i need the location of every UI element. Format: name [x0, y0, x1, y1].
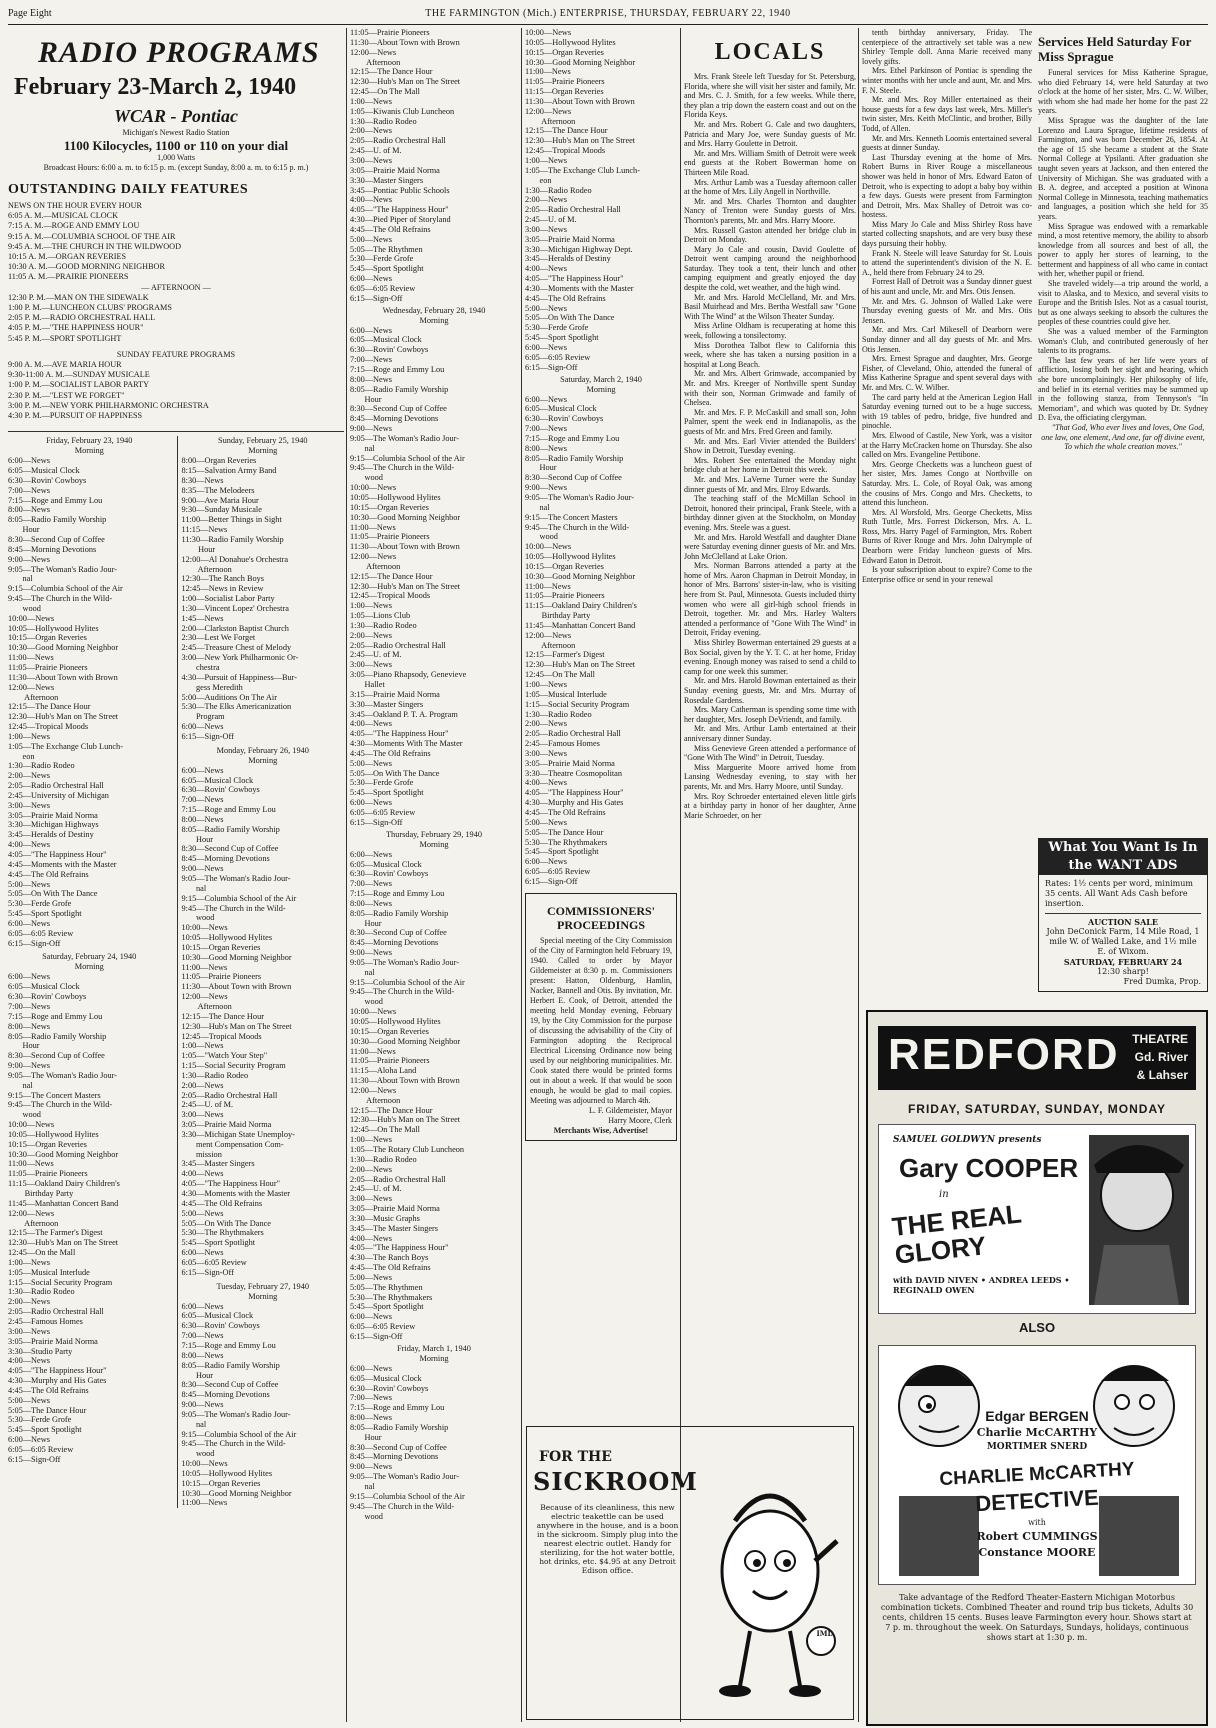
feature-item: 4:05 P. M.—"THE HAPPINESS HOUR" — [8, 323, 144, 333]
morning-label: Morning — [586, 384, 616, 394]
day-heading: Saturday, February 24, 1940 — [42, 952, 137, 962]
movie2-star2: Charlie McCARTHY — [976, 1426, 1098, 1439]
local-item: Mr. and Mrs. William Smith of Detroit were week end guests at the Robert Bowerman home on Thirteen Mile Road. — [684, 148, 856, 177]
locals-continued-column — [862, 28, 1032, 1002]
edison-badge: IMD — [816, 1629, 834, 1638]
masthead — [8, 4, 1208, 25]
local-item: Mr. and Mrs. Charles Thornton and daughter Nancy of Trenton were Sunday guests of Mrs. Thornton's parents, Mr. and Mrs. Harry Moore. — [684, 196, 856, 225]
column-rule — [346, 28, 347, 1722]
mayor-signature: L. F. Gildemeister, Mayor — [588, 1105, 672, 1115]
also-label: ALSO — [1018, 1320, 1056, 1335]
local-item: Mr. and Mrs. Albert Grimwade, accompanied by Mr. and Mrs. Kreeger of Northville spent Sunday with their son, Norman Grimwade and family of Chelsea. — [684, 369, 856, 408]
movie2-with: with — [1028, 1518, 1046, 1527]
theatre-word: THEATRE — [1132, 1032, 1188, 1046]
morning-label: Morning — [248, 755, 278, 765]
local-item: Mr. and Mrs. Harold McClelland, Mr. and Mrs. Basil Muirhead and Mrs. Bertha Westfall saw "Gone With The Wind" at the Wilson Theater Sunday. — [684, 292, 856, 321]
want-ads-rates: Rates: 1½ cents per word, minimum 35 cents. All Want Ads Cash before insertion. — [1045, 879, 1193, 908]
local-item: Forrest Hall of Detroit was a Sunday dinner guest of his aunt and uncle, Mr. and Mrs. Otis Jensen. — [862, 277, 1032, 297]
local-item: Mr. and Mrs. Kenneth Loomis entertained several guests at dinner Sunday. — [862, 133, 1032, 153]
local-item: The teaching staff of the McMillan School in Detroit, honored their principal, Frank Steele, with a birthday dinner given at the Stockholm, on Monday evening. Mrs. Steele was a guest. — [684, 494, 856, 532]
day-listing: 6:00—News 6:05—Musical Clock 6:30—Rovin' Cowboys 7:00—News 7:15—Roge and Emmy Lou 8:00—News 8:05—Radio Family Worship Hour 8:30—Second Cup of Coffee 9:00—News 9:05—The Woman's Radio Jour- nal 9:15—The Concert Masters 9:45—The Church in the Wild- wood 10:00—News 10:05—Hollywood Hylites 10:15—Organ Reveries 10:30—Good Morning Neighbor 11:00—News 11:05—Prairie Pioneers 11:15—Oakland Dairy Children's Birthday Party 11:45—Manhattan Concert Band 12:00—News Afternoon 12:15—Farmer's Digest 12:30—Hub's Man on The Street 12:45—On The Mall 1:00—News 1:05—Musical Interlude 1:15—Social Security Program 1:30—Radio Rodeo 2:00—News 2:05—Radio Orchestral Hall 2:45—Famous Homes 3:00—News 3:05—Prairie Maid Norma 3:30—Theatre Cosmopolitan 4:00—News 4:05—"The Happiness Hour" 4:30—Murphy and His Gates 4:45—The Old Refrains 5:00—News 5:05—The Dance Hour 5:30—The Rhythmakers 5:45—Sport Spotlight 6:00—News 6:05—6:05 Review 6:15—Sign-Off — [525, 394, 637, 886]
movie2-cast1: Robert CUMMINGS — [976, 1530, 1098, 1543]
services-headline: Services Held Saturday For Miss Sprague — [1038, 34, 1192, 64]
want-ads-box — [1038, 838, 1208, 992]
sunday-feature-item: 1:00 P. M.—SOCIALIST LABOR PARTY — [8, 380, 149, 390]
day-listing: 6:00—News 6:05—Musical Clock 6:30—Rovin' Cowboys 7:00—News 7:15—Roge and Emmy Lou 8:00—News 8:05—Radio Family Worship Hour 8:30—Second Cup of Coffee 8:45—Morning Devotions 9:00—News 9:05—The Woman's Radio Jour- nal 9:15—Columbia School of the Air 9:45—The Church in the Wild- wood 10:00—News 10:05—Hollywood Hylites 10:15—Organ Reveries 10:30—Good Morning Neighbor 11:00—News 11:05—Prairie Pioneers 11:15—Aloha Land 11:30—About Town with Brown 12:00—News Afternoon 12:15—The Dance Hour 12:30—Hub's Man on The Street 12:45—On The Mall 1:00—News 1:05—The Rotary Club Luncheon 1:30—Radio Rodeo 2:00—News 2:05—Radio Orchestral Hall 2:45—U. of M. 3:00—News 3:05—Prairie Maid Norma 3:30—Music Graphs 3:45—The Master Singers 4:00—News 4:05—"The Happiness Hour" 4:30—The Ranch Boys 4:45—The Old Refrains 5:00—News 5:05—The Rhythmen 5:30—The Rhythmakers 5:45—Sport Spotlight 6:00—News 6:05—6:05 Review 6:15—Sign-Off — [350, 849, 465, 1341]
day-heading: Friday, March 1, 1940 — [397, 1343, 471, 1353]
local-item: Mr. and Mrs. G. Johnson of Walled Lake were Thursday evening guests of Mr. and Mrs. Otis Jensen. — [862, 296, 1032, 325]
sunday-feature-item: 3:00 P. M.—NEW YORK PHILHARMONIC ORCHESTRA — [8, 400, 209, 410]
local-item: Mary Jo Cale and cousin, David Goulette of Detroit went camping around the neighborhood Saturday. They took a tent, their lunch and other camping equipment and greatly enjoyed the day despite the cold, wet weather, and the high wind. — [684, 244, 856, 293]
local-item: Mrs. Mary Catherman is spending some time with her daughter, Mrs. Joseph DeVriendt, and family. — [684, 705, 856, 724]
feature-item: 5:45 P. M.—SPORT SPOTLIGHT — [8, 333, 122, 343]
local-item: Miss Genevieve Green attended a performance of "Gone With The Wind" in Detroit, Tuesday. — [684, 743, 856, 763]
local-item: Mrs. Norman Barrons attended a party at the home of Mrs. Aaron Chapman in Detroit Monday, in honor of Mrs. Barrons' sister-in-law, who is visiting here from St. Paul, Minnesota. Guests included thirty women who were all girl-high school friends in Detroit, together. Mr. and Mrs. Harley Walters attended a performance of "Gone With The Wind" in Detroit, Friday evening. — [684, 561, 856, 638]
schedule-columns — [8, 431, 344, 1508]
local-item: tenth birthday anniversary, Friday. The centerpiece of the attractively set table was a new Shirley Temple doll. Anna Marie received many lovely gifts. — [862, 28, 1032, 66]
sunday-feature-item: 9:30-11:00 A. M.—SUNDAY MUSICALE — [8, 370, 150, 380]
feature-item: 6:05 A. M.—MUSICAL CLOCK — [8, 211, 119, 221]
auction-date: SATURDAY, FEBRUARY 24 — [1063, 957, 1183, 967]
auction-location: John DeConick Farm, 14 Mile Road, 1 mile W. of Walled Lake, and 1½ mile E. of Wixom. — [1046, 927, 1200, 956]
day-listing: 8:00—Organ Reveries 8:15—Salvation Army Band 8:30—News 8:35—The Melodeers 9:00—Ave Maria Hour 9:30—Sunday Musicale 11:00—Better Things in Sight 11:15—News 11:30—Radio Family Worship Hour 12:00—Al Donahue's Orchestra Afternoon 12:30—The Ranch Boys 12:45—News in Review 1:00—Socialist Labor Party 1:30—Vincent Lopez' Orchestra 1:45—News 2:00—Clarkston Baptist Church 2:30—Lest We Forget 2:45—Treasure Chest of Melody 3:00—New York Philharmonic Or- chestra 4:30—Pursuit of Happiness—Bur- gess Meredith 5:00—Auditions On The Air 5:30—The Elks Americanization Program 6:00—News 6:15—Sign-Off — [181, 456, 299, 741]
sunday-feature-item: 4:30 P. M.—PURSUIT OF HAPPINESS — [8, 411, 143, 421]
movie2-title2: DETECTIVE — [974, 1484, 1100, 1517]
theatre-location — [1132, 1030, 1188, 1084]
feature-item: 9:45 A. M.—THE CHURCH IN THE WILDWOOD — [8, 241, 181, 251]
features-list — [8, 201, 344, 344]
station-name: WCAR - Pontiac — [113, 106, 238, 126]
day-listing: 6:00—News 6:05—Musical Clock 6:30—Rovin' Cowboys 7:00—News 7:15—Roge and Emmy Lou 8:00—News 8:05—Radio Family Worship Hour 8:30—Second Cup of Coffee 8:45—Morning Devotions 9:00—News 9:05—The Woman's Radio Jour- nal 9:15—Columbia School of the Air 9:45—The Church in the Wild- wood 10:00—News 10:05—Hollywood Hylites 10:15—Organ Reveries 10:30—Good Morning Neighbor 11:00—News 11:05—Prairie Pioneers 11:30—About Town with Brown 12:00—News Afternoon 12:15—The Dance Hour 12:30—Hub's Man on The Street 12:45—Tropical Moods 1:00—News 1:05—Lions Club 1:30—Radio Rodeo 2:00—News 2:05—Radio Orchestral Hall 2:45—U. of M. 3:00—News 3:05—Piano Rhapsody, Genevieve Hallet 3:15—Prairie Maid Norma 3:30—Master Singers 3:45—Oakland P. T. A. Program 4:00—News 4:05—"The Happiness Hour" 4:30—Moments With The Master 4:45—The Old Refrains 5:00—News 5:05—On With The Dance 5:30—Ferde Grofe 5:45—Sport Spotlight 6:00—News 6:05—6:05 Review 6:15—Sign-Off — [350, 325, 467, 827]
radio-dates: February 23-March 2, 1940 — [14, 74, 297, 100]
local-item: Miss Arline Oldham is recuperating at home this week, following a tonsilectomy. — [684, 321, 856, 341]
local-item: Mrs. Roy Schroeder entertained eleven little girls at a birthday party in honor of her daughter, Anne Marie Schroeder, on her — [684, 791, 856, 820]
local-item: Mrs. Al Worsfold, Mrs. George Checketts, Miss Ruth Tuttle, Mrs. Forrest Dickerson, Mrs. A. L. Ross, Mrs. Harry Pagel of Farmington, Mrs. Robert Burns of River Rouge and Mrs. John Dalrymple of Dearborn were Friday luncheon guests of Mrs. Edward Eaton in Detroit. — [862, 507, 1032, 565]
commissioners-body: Special meeting of the City Commission of the City of Farmington held February 19, 1940. Called to order by Mayor Gildemeister at 8:30 p. m. Commissioners present: Hatton, Oldenburg, Hamlin, Nacker, Bannell and Otis. By invitation, Mr. Herbert E. Cook, of Detroit, attended the meeting held Monday evening, February 19, by the City Commission for the purpose of discussing the advisability of the City of Farmington adopting the Reciprocal Electrical Licensing Ordinance now being used by our neighboring municipalities. Mr. Cook stated there would be printed forms out in about a week. If that would be soon enough, he would be glad to mail copies. Meeting was adjourned to March 4th. — [530, 935, 672, 1105]
day-heading: Thursday, February 29, 1940 — [385, 829, 482, 839]
locals-logo: LOCALS — [714, 39, 826, 65]
theatre-name: REDFORD — [888, 1030, 1120, 1079]
movie2-star3: MORTIMER SNERD — [986, 1442, 1088, 1452]
local-item: Mr. and Mrs. Harold Westfall and daughter Diane were Saturday evening dinner guests of Mr. and Mrs. John McClelland at Lake Orion. — [684, 532, 856, 561]
local-item: Mrs. Ernest Sprague and daughter, Mrs. George Fisher, of Cleveland, Ohio, attended the funeral of Miss Katherine Sprague and spent several days with Mr. and Mrs. C. W. Wilber. — [862, 354, 1032, 392]
column-rule — [521, 28, 522, 1722]
local-item: Mr. and Mrs. Roy Miller entertained as their house guests for a few days last week, Mrs. Miller's twin sister, Mrs. Keith McClintic, and brother, Billy Todd, of Allen. — [862, 95, 1032, 133]
theatre-loc2: & Lahser — [1136, 1068, 1188, 1082]
broadcast-hours: Broadcast Hours: 6:00 a. m. to 6:15 p. m. (except Sunday, 8:00 a. m. to 6:15 p. m.) — [43, 163, 309, 172]
day-listing: 11:05—Prairie Pioneers 11:30—About Town with Brown 12:00—News Afternoon 12:15—The Dance Hour 12:30—Hub's Man on The Street 12:45—On The Mall 1:00—News 1:05—Kiwanis Club Luncheon 1:30—Radio Rodeo 2:00—News 2:05—Radio Orchestral Hall 2:45—U. of M. 3:00—News 3:05—Prairie Maid Norma 3:30—Master Singers 3:45—Pontiac Public Schools 4:00—News 4:05—"The Happiness Hour" 4:30—Pied Piper of Storyland 4:45—The Old Refrains 5:00—News 5:05—The Rhythmen 5:30—Ferde Grofe 5:45—Sport Spotlight 6:00—News 6:05—6:05 Review 6:15—Sign-Off — [350, 28, 461, 303]
feature-item: 1:00 P. M.—LUNCHEON CLUBS' PROGRAMS — [8, 303, 172, 313]
local-item: Mr. and Mrs. Harold Bowman entertained as their Sunday evening guests, Mr. and Mrs. Murray of Rosedale Gardens. — [684, 676, 856, 705]
subscription-note: Is your subscription about to expire? Come to the Enterprise office or send in your renewal — [862, 565, 1032, 584]
local-item: Mrs. Ethel Parkinson of Pontiac is spending the winter months with her uncle and aunt, Mr. and Mrs. F. N. Steele. — [862, 66, 1032, 95]
day-heading: Tuesday, February 27, 1940 — [216, 1281, 309, 1291]
station-frequency: 1100 Kilocycles, 1100 or 110 on your dial — [63, 138, 289, 153]
station-watts: 1,000 Watts — [157, 153, 195, 162]
theatre-loc1: Gd. River — [1134, 1050, 1188, 1064]
movie1-star: Gary COOPER — [899, 1153, 1079, 1183]
column-rule — [858, 28, 859, 1722]
show-days: FRIDAY, SATURDAY, SUNDAY, MONDAY — [907, 1102, 1167, 1116]
sunday-feature-item: 9:00 A. M.—AVE MARIA HOUR — [8, 360, 122, 370]
want-ads-banner: What You Want Is In the WANT ADS — [1039, 839, 1207, 875]
feature-item: 2:05 P. M.—RADIO ORCHESTRAL HALL — [8, 313, 156, 323]
clerk-signature: Harry Moore, Clerk — [608, 1115, 672, 1125]
local-item: The card party held at the American Legion Hall Saturday evening turned out to be a huge success, with 19 tables of pedro, bridge, five hundred and pinochle. — [862, 392, 1032, 431]
morning-label: Morning — [419, 839, 449, 849]
schedule-col-a — [8, 436, 171, 1508]
local-item: Mr. and Mrs. F. P. McCaskill and small son, John Palmer, spent the week end in Indianapolis, as the guests of Mr. and Mrs. Fred Green and family. — [684, 407, 856, 436]
day-heading: Saturday, March 2, 1940 — [560, 374, 642, 384]
morning-label: Morning — [419, 315, 449, 325]
sickroom-body: Because of its cleanliness, this new electric teakettle can be used anywhere in the house, and is a boon in the sickroom. Simply plug into the nearest electric outlet. Handy for sterilizing, for the hot water bottle, hot drinks, etc. $4.95 at any Detroit Edison office. — [536, 1503, 679, 1575]
services-paragraph: The last few years of her life were years of affliction, losing both her sight and hearing, which she bore uncomplainingly. Her philosophy of life, and belief in its eternal verities may be summed up in the following stanza, from Tennyson's "In Memoriam", and which was quoted by Dr. Sydney D. Eva, the officiating clergyman. — [1038, 355, 1208, 423]
services-paragraph: Miss Sprague was endowed with a remarkable mind, a most retentive memory, the ability to absorb knowledge from all sources and best of all, the power to apply her stores of learning, to the betterment and happiness of all who came in contact with her, whether pupil or friend. — [1038, 221, 1208, 279]
redford-footer: Take advantage of the Redford Theater-Eastern Michigan Motorbus combination tickets. Combined Theater and round trip bus tickets, Adults 30 cents, children 15 cents. Buses leave Farmington every hour. Shows start at 7 p. m. throughout the week. On Saturdays, Sundays, holidays, continuous shows start at 1:30 p. m. — [880, 1593, 1194, 1642]
redford-theatre-ad — [866, 1010, 1208, 1726]
local-item: Mrs. George Checketts was a luncheon guest of her sister, Mrs. James Congo at Northville on Saturday. Mrs. L. Cole, of Royal Oak, was among the cousins of Mrs. Congo and Mrs. Checketts, to attend this luncheon. — [862, 459, 1032, 508]
movie1-presenter: SAMUEL GOLDWYN presents — [893, 1135, 1042, 1145]
movie2-cast2: Constance MOORE — [978, 1546, 1096, 1559]
schedule-col-b — [177, 436, 345, 1508]
local-item: Mrs. Elwood of Castile, New York, was a visitor at the Harry McCracken home on Thursday. She also called on Mrs. Evangeline Pettibone. — [862, 430, 1032, 460]
local-item: Mr. and Mrs. Robert G. Cale and two daughters, Patricia and Mary Joe, were Sunday guests of Mr. and Mrs. Harry Goulette in Detroit. — [684, 119, 856, 149]
local-item: Mr. and Mrs. LaVerne Turner were the Sunday dinner guests of Mr. and Mrs. Elroy Edwards. — [684, 474, 856, 494]
services-paragraph: Funeral services for Miss Katherine Sprague, who died February 14, were held Saturday at two o'clock at the home of her sister, Mrs. C. W. Wilber, with whom she had made her home for the past 22 years. — [1038, 68, 1208, 116]
newspaper-title: THE FARMINGTON (Mich.) ENTERPRISE, THURSDAY, FEBRUARY 22, 1940 — [425, 8, 791, 19]
feature-item: 9:15 A. M.—COLUMBIA SCHOOL OF THE AIR — [8, 231, 176, 241]
locals-paragraphs — [684, 72, 856, 820]
services-paragraph: She traveled widely—a trip around the world, a visit to Alaska, and to Mexico, and several visits to Europe and the British Isles. Not as a casual tourist, but as one always seeking to absorb the cultures the peoples of these countries could give her. — [1038, 279, 1208, 327]
local-item: Mrs. Russell Gaston attended her bridge club in Detroit on Monday. — [684, 225, 856, 245]
local-item: Mr. and Mrs. Carl Mikesell of Dearborn were Sunday dinner and all day guests of Mr. and Mrs. Otis Jensen. — [862, 325, 1032, 354]
radio-title: RADIO PROGRAMS — [38, 36, 320, 69]
movie-real-glory — [878, 1124, 1196, 1314]
movie2-star1: Edgar BERGEN — [985, 1408, 1089, 1424]
morning-label: Morning — [419, 1353, 449, 1363]
services-paragraph: She was a valued member of the Farmington Woman's Club, and contributed generously of her talents to its programs. — [1038, 327, 1208, 356]
local-item: Miss Dorothea Talbot flew to California this week, where she has taken a nursing position in a hospital at Long Beach. — [684, 340, 856, 369]
movie2-title1: CHARLIE McCARTHY — [938, 1458, 1136, 1491]
local-item: Miss Shirley Bowerman entertained 29 guests at a Box Social, given by the Y. T. C. at her home, Friday evening. Enough money was raised to send a child to camp for one week this summer. — [684, 638, 856, 676]
sickroom-line2: SICKROOM — [533, 1467, 698, 1496]
commissioners-title: COMMISSIONERS' PROCEEDINGS — [546, 903, 656, 932]
page-number: Page Eight — [8, 8, 52, 19]
day-heading: Wednesday, February 28, 1940 — [382, 305, 486, 315]
movie-charlie-mccarthy — [878, 1345, 1196, 1585]
local-item: Mr. and Mrs. Earl Vivier attended the Builders' Show in Detroit, Tuesday evening. — [684, 436, 856, 456]
movie1-in: in — [939, 1189, 949, 1200]
feature-subhead: — AFTERNOON — — [141, 282, 211, 292]
teakettle-illustration — [695, 1441, 845, 1711]
feature-item: 10:15 A. M.—ORGAN REVERIES — [8, 252, 127, 262]
poem-stanza: "That God, Who ever lives and loves, One God, one law, one element, And one, far off divine event, To which the whole creation moves." — [1041, 422, 1205, 452]
feature-item: 7:15 A. M.—ROGE AND EMMY LOU — [8, 221, 140, 231]
feature-item: 12:30 P. M.—MAN ON THE SIDEWALK — [8, 292, 149, 302]
feature-item: NEWS ON THE HOUR EVERY HOUR — [8, 201, 142, 210]
morning-label: Morning — [74, 446, 104, 456]
station-tagline: Michigan's Newest Radio Station — [122, 128, 230, 137]
local-item: Mrs. Frank Steele left Tuesday for St. Petersburg, Florida, where she will visit her sister and family, Mr. and Mrs. C. J. Smith, for a few weeks. While there, they plan a trip down the eastern coast and out on the Florida Keys. — [684, 72, 856, 120]
merchants-slogan: Merchants Wise, Advertise! — [553, 1125, 649, 1135]
morning-label: Morning — [248, 446, 278, 456]
local-item: Mrs. Arthur Lamb was a Tuesday afternoon caller at the home of Mrs. Lily Angell in Northville. — [684, 177, 856, 197]
local-item: Last Thursday evening at the home of Mrs. Robert Burns in River Rouge a miscellaneous shower was held in honor of Mrs. Edward Eaton of Detroit, who is expecting to adopt a baby boy within a few days. Guests were present from Farmington and Detroit, Mrs. Max Shalley of Detroit was co-hostess. — [862, 152, 1032, 220]
local-item: Mrs. Robert See entertained the Monday night bridge club at her home in Detroit this week. — [684, 455, 856, 475]
day-listing: 10:00—News 10:05—Hollywood Hylites 10:15—Organ Reveries 10:30—Good Morning Neighbor 11:00—News 11:05—Prairie Pioneers 11:15—Organ Reveries 11:30—About Town with Brown 12:00—News Afternoon 12:15—The Dance Hour 12:30—Hub's Man on The Street 12:45—Tropical Moods 1:00—News 1:05—The Exchange Club Lunch- eon 1:30—Radio Rodeo 2:00—News 2:05—Radio Orchestral Hall 2:45—U. of M. 3:00—News 3:05—Prairie Maid Norma 3:30—Michigan Highway Dept. 3:45—Heralds of Destiny 4:00—News 4:05—"The Happiness Hour" 4:30—Moments with the Master 4:45—The Old Refrains 5:00—News 5:05—On With The Dance 5:30—Ferde Grofe 5:45—Sport Spotlight 6:00—News 6:05—6:05 Review 6:15—Sign-Off — [525, 28, 640, 372]
local-item: Frank N. Steele will leave Saturday for St. Louis to attend the superintendent's division of the N. E. A., held there from February 24 to 29. — [862, 248, 1032, 277]
local-item: Mr. and Mrs. Arthur Lamb entertained at their anniversary dinner Sunday. — [684, 724, 856, 743]
auction-heading: AUCTION SALE — [1045, 913, 1201, 927]
local-item: Miss Marguerite Moore arrived home from Lansing Wednesday evening, to stay with her parents, Mr. and Mrs. Harry Moore, until Sunday. — [684, 762, 856, 791]
day-listing: 6:00—News 6:05—Musical Clock 6:30—Rovin' Cowboys 7:00—News 7:15—Roge and Emmy Lou 8:00—News 8:05—Radio Family Worship Hour 8:30—Second Cup of Coffee 8:45—Morning Devotions 9:00—News 9:05—The Woman's Radio Jour- nal 9:15—Columbia School of the Air 9:45—The Church in the Wild- wood 10:00—News 10:05—Hollywood Hylites 10:15—Organ Reveries 10:30—Good Morning Neighbor 11:00—News — [181, 1301, 297, 1508]
day-heading: Friday, February 23, 1940 — [46, 436, 133, 446]
features-heading: OUTSTANDING DAILY FEATURES — [8, 182, 249, 197]
sunday-feature-item: 2:30 P. M.—"LEST WE FORGET" — [8, 390, 125, 400]
sunday-features-list — [8, 360, 344, 421]
sickroom-line1: FOR THE — [539, 1449, 612, 1465]
morning-label: Morning — [74, 962, 104, 972]
movie1-title: THE REAL GLORY — [890, 1198, 1023, 1270]
day-listing: 6:00—News 6:05—Musical Clock 6:30—Rovin' Cowboys 7:00—News 7:15—Roge and Emmy Lou 8:00—News 8:05—Radio Family Worship Hour 8:30—Second Cup of Coffee 8:45—Morning Devotions 9:00—News 9:05—The Woman's Radio Jour- nal 9:15—Columbia School of the Air 9:45—The Church in the Wild- wood 10:00—News 10:05—Hollywood Hylites 10:15—Organ Reveries 10:30—Good Morning Neighbor 11:00—News 11:05—Prairie Pioneers 11:30—About Town with Brown 12:00—News Afternoon 12:15—The Dance Hour 12:30—Hub's Man on The Street 12:45—Tropical Moods 1:00—News 1:05—The Exchange Club Lunch- eon 1:30—Radio Rodeo 2:00—News 2:05—Radio Orchestral Hall 2:45—University of Michigan 3:00—News 3:05—Prairie Maid Norma 3:30—Michigan Highways 3:45—Heralds of Destiny 4:00—News 4:05—"The Happiness Hour" 4:45—Moments with the Master 4:45—The Old Refrains 5:00—News 5:05—On With The Dance 5:30—Ferde Grofe 5:45—Sport Spotlight 6:00—News 6:05—6:05 Review 6:15—Sign-Off — [8, 456, 123, 948]
day-listing: 6:00—News 6:05—Musical Clock 6:30—Rovin' Cowboys 7:00—News 7:15—Roge and Emmy Lou 8:00—News 8:05—Radio Family Worship Hour 8:30—Second Cup of Coffee 8:45—Morning Devotions 9:00—News 9:05—The Woman's Radio Jour- nal 9:15—Columbia School of the Air 9:45—The Church in the Wild- wood 10:00—News 10:05—Hollywood Hylites 10:15—Organ Reveries 10:30—Good Morning Neighbor 11:00—News 11:05—Prairie Pioneers 11:30—About Town with Brown 12:00—News Afternoon 12:15—The Dance Hour 12:30—Hub's Man on The Street 12:45—Tropical Moods 1:00—News 1:05—"Watch Your Step" 1:15—Social Security Program 1:30—Radio Rodeo 2:00—News 2:05—Radio Orchestral Hall 2:45—U. of M. 3:00—News 3:05—Prairie Maid Norma 3:30—Michigan State Unemploy- ment Compensation Com- mission 3:45—Master Singers 4:00—News 4:05—"The Happiness Hour" 4:30—Moments with the Master 4:45—The Old Refrains 5:00—News 5:05—On With The Dance 5:30—The Rhythmakers 5:45—Sport Spotlight 6:00—News 6:05—6:05 Review 6:15—Sign-Off — [181, 765, 297, 1277]
day-listing: 6:00—News 6:05—Musical Clock 6:30—Rovin' Cowboys 7:00—News 7:15—Roge and Emmy Lou 8:00—News 8:05—Radio Family Worship Hour 8:30—Second Cup of Coffee 8:45—Morning Devotions 9:00—News 9:05—The Woman's Radio Jour- nal 9:15—Columbia School of the Air 9:45—The Church in the Wild- wood — [350, 1363, 465, 1521]
day-listing: 6:00—News 6:05—Musical Clock 6:30—Rovin' Cowboys 7:00—News 7:15—Roge and Emmy Lou 8:00—News 8:05—Radio Family Worship Hour 8:30—Second Cup of Coffee 9:00—News 9:05—The Woman's Radio Jour- nal 9:15—The Concert Masters 9:45—The Church in the Wild- wood 10:00—News 10:05—Hollywood Hylites 10:15—Organ Reveries 10:30—Good Morning Neighbor 11:00—News 11:05—Prairie Pioneers 11:15—Oakland Dairy Children's Birthday Party 11:45—Manhattan Concert Band 12:00—News Afternoon 12:15—The Farmer's Digest 12:30—Hub's Man on The Street 12:45—On the Mall 1:00—News 1:05—Musical Interlude 1:15—Social Security Program 1:30—Radio Rodeo 2:00—News 2:05—Radio Orchestral Hall 2:45—Famous Homes 3:00—News 3:05—Prairie Maid Norma 3:30—Studio Party 4:00—News 4:05—"The Happiness Hour" 4:30—Murphy and His Gates 4:45—The Old Refrains 5:00—News 5:05—The Dance Hour 5:30—Ferde Grofe 5:45—Sport Spotlight 6:00—News 6:05—6:05 Review 6:15—Sign-Off — [8, 972, 120, 1464]
sickroom-ad — [526, 1426, 854, 1720]
radio-column-3 — [350, 28, 518, 1726]
morning-label: Morning — [248, 1291, 278, 1301]
feature-item: 11:05 A. M.—PRAIRIE PIONEERS — [8, 272, 129, 282]
services-paragraph: Miss Sprague was the daughter of the late Lorenzo and Laura Sprague, lifetime residents of Farmington, and was born December 26, 1854. At the age of 15 she became a student at the State Normal College at Ypsilanti. After graduation she taught seven years at Jackson, and then entered the University of Michigan. She was graduated with a B. A. degree, and accepted a position at Winona Normal College in Minnesota, teaching mathematics and languages, a position which she held for 35 years. — [1038, 115, 1208, 221]
redford-header — [878, 1026, 1196, 1090]
local-item: Miss Mary Jo Cale and Miss Shirley Ross have started collecting snapshots, and are very busy these days pursuing their hobby. — [862, 219, 1032, 249]
auction-time: 12:30 sharp! — [1097, 967, 1149, 976]
auction-proprietor: Fred Dumka, Prop. — [1123, 977, 1201, 986]
day-heading: Monday, February 26, 1940 — [216, 745, 309, 755]
sunday-features-heading: SUNDAY FEATURE PROGRAMS — [116, 349, 236, 359]
movie1-cast: with DAVID NIVEN • ANDREA LEEDS • REGINALD OWEN — [893, 1275, 1070, 1295]
day-heading: Sunday, February 25, 1940 — [217, 436, 308, 446]
locals-column — [684, 28, 856, 1422]
feature-item: 10:30 A. M.—GOOD MORNING NEIGHBOR — [8, 262, 165, 272]
radio-programs-section — [8, 28, 344, 1728]
commissioners-proceedings — [525, 893, 677, 1141]
